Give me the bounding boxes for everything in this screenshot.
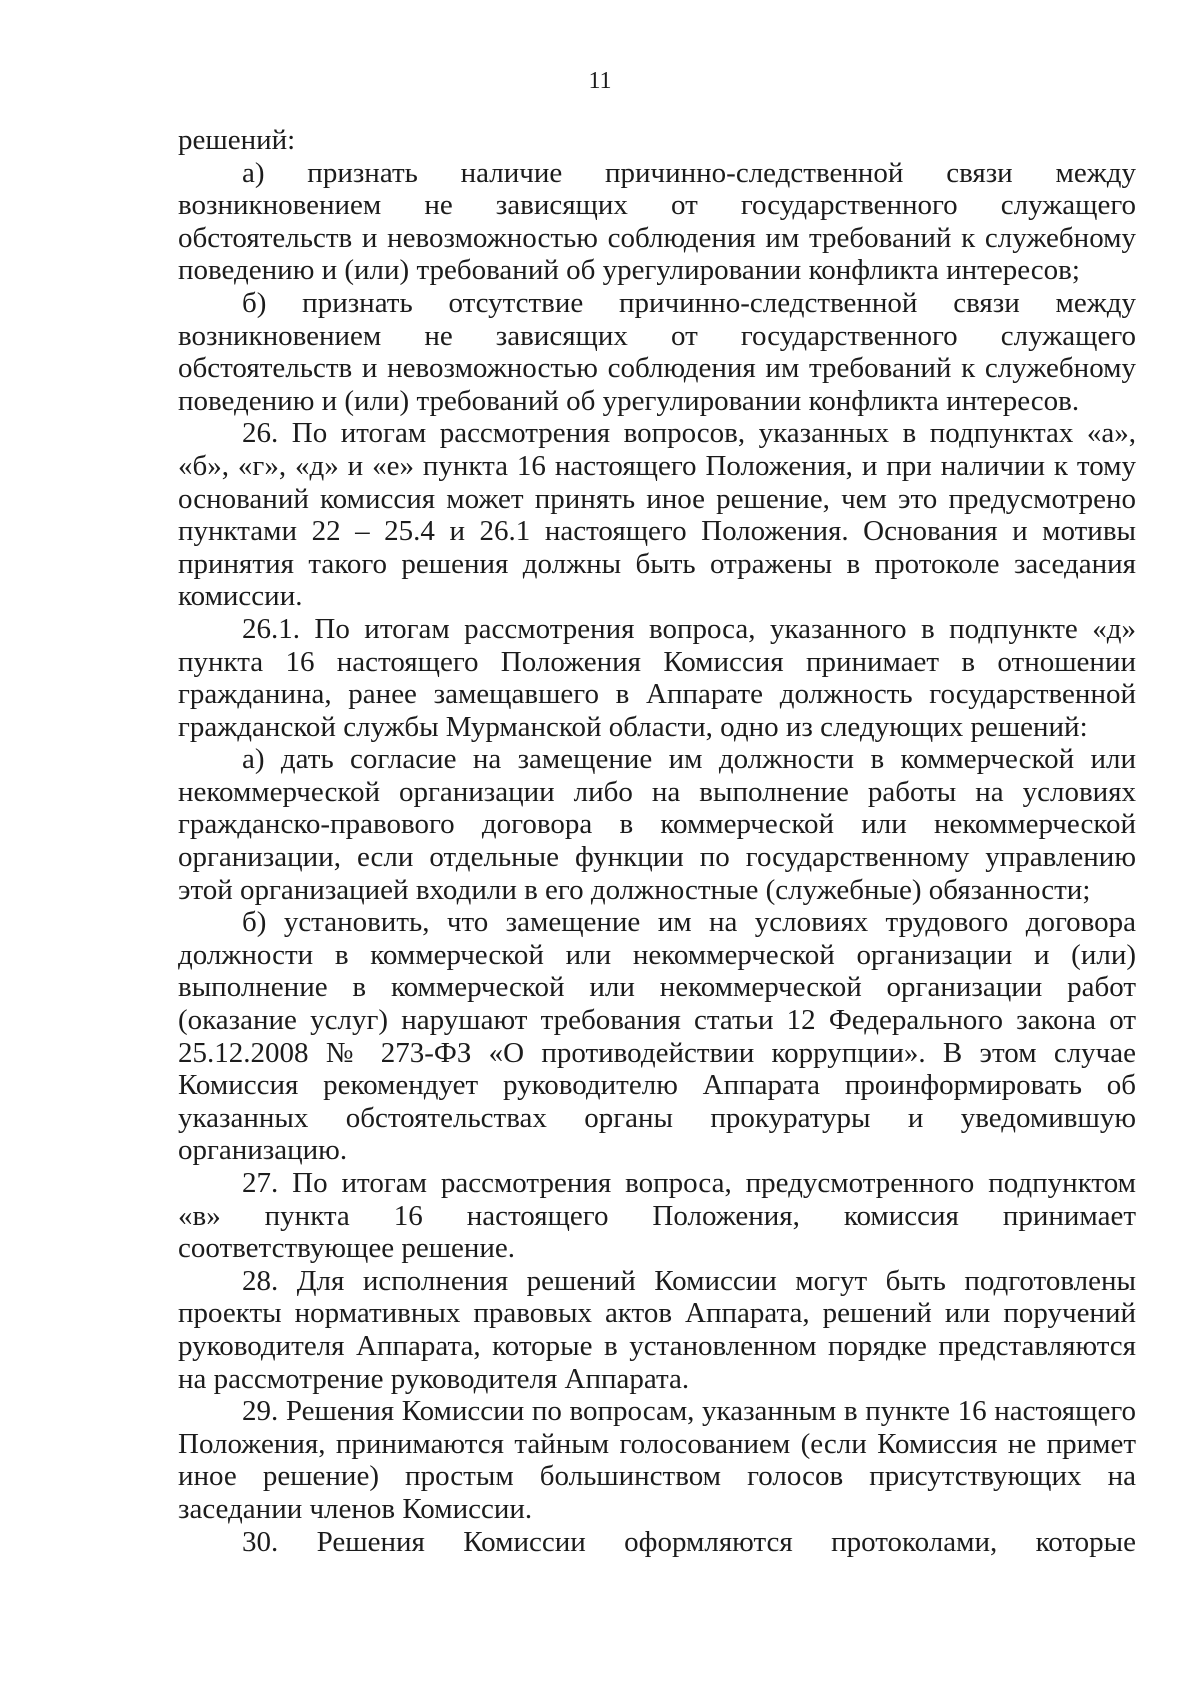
paragraph-item-a: а) признать наличие причинно-следственной связи между возникновением не зависящих от государственного служащего обстоятельств и невозможностью соблюдения им требований к служебному поведению и (или) требований об урегулировании конфликта интересов;	[178, 156, 1136, 287]
paragraph-item-b: б) признать отсутствие причинно-следственной связи между возникновением не зависящих от государственного служащего обстоятельств и невозможностью соблюдения им требований к служебному поведению и (или) требований об урегулировании конфликта интересов.	[178, 286, 1136, 417]
paragraph-26-1-item-b: б) установить, что замещение им на условиях трудового договора должности в коммерческой или некоммерческой организации и (или) выполнение в коммерческой или некоммерческой организации работ (оказание услуг) нарушают требования статьи 12 Федерального закона от 25.12.2008 № 273-ФЗ «О противодействии коррупции». В этом случае Комиссия рекомендует руководителю Аппарата проинформировать об указанных обстоятельствах органы прокуратуры и уведомившую организацию.	[178, 906, 1136, 1167]
paragraph-29: 29. Решения Комиссии по вопросам, указанным в пункте 16 настоящего Положения, принимаются тайным голосованием (если Комиссия не примет иное решение) простым большинством голосов присутствующих на заседании членов Комиссии.	[178, 1395, 1136, 1525]
paragraph-26-1: 26.1. По итогам рассмотрения вопроса, указанного в подпункте «д» пункта 16 настоящего Положения Комиссия принимает в отношении гражданина, ранее замещавшего в Аппарате должность государственной гражданской службы Мурманской области, одно из следующих решений:	[178, 612, 1136, 743]
paragraph-28: 28. Для исполнения решений Комиссии могут быть подготовлены проекты нормативных правовых актов Аппарата, решений или поручений руководителя Аппарата, которые в установленном порядке представляются на рассмотрение руководителя Аппарата.	[178, 1264, 1136, 1395]
paragraph-27: 27. По итогам рассмотрения вопроса, предусмотренного подпунктом «в» пункта 16 настоящего Положения, комиссия принимает соответствующее решение.	[178, 1167, 1136, 1265]
paragraph-continuation: решений:	[178, 124, 296, 156]
paragraph-30: 30. Решения Комиссии оформляются протоколами, которые	[242, 1525, 1136, 1558]
paragraph-26: 26. По итогам рассмотрения вопросов, указанных в подпунктах «а», «б», «г», «д» и «е» пункта 16 настоящего Положения, и при наличии к тому оснований комиссия может принять иное решение, чем это предусмотрено пунктами 22 – 25.4 и 26.1 настоящего Положения. Основания и мотивы принятия такого решения должны быть отражены в протоколе заседания комиссии.	[178, 417, 1136, 613]
document-body	[178, 124, 1136, 1558]
page-number: 11	[588, 68, 612, 94]
paragraph-26-1-item-a: а) дать согласие на замещение им должности в коммерческой или некоммерческой организации либо на выполнение работы на условиях гражданско-правового договора в коммерческой или некоммерческой организации, если отдельные функции по государственному управлению этой организацией входили в его должностные (служебные) обязанности;	[178, 743, 1136, 906]
